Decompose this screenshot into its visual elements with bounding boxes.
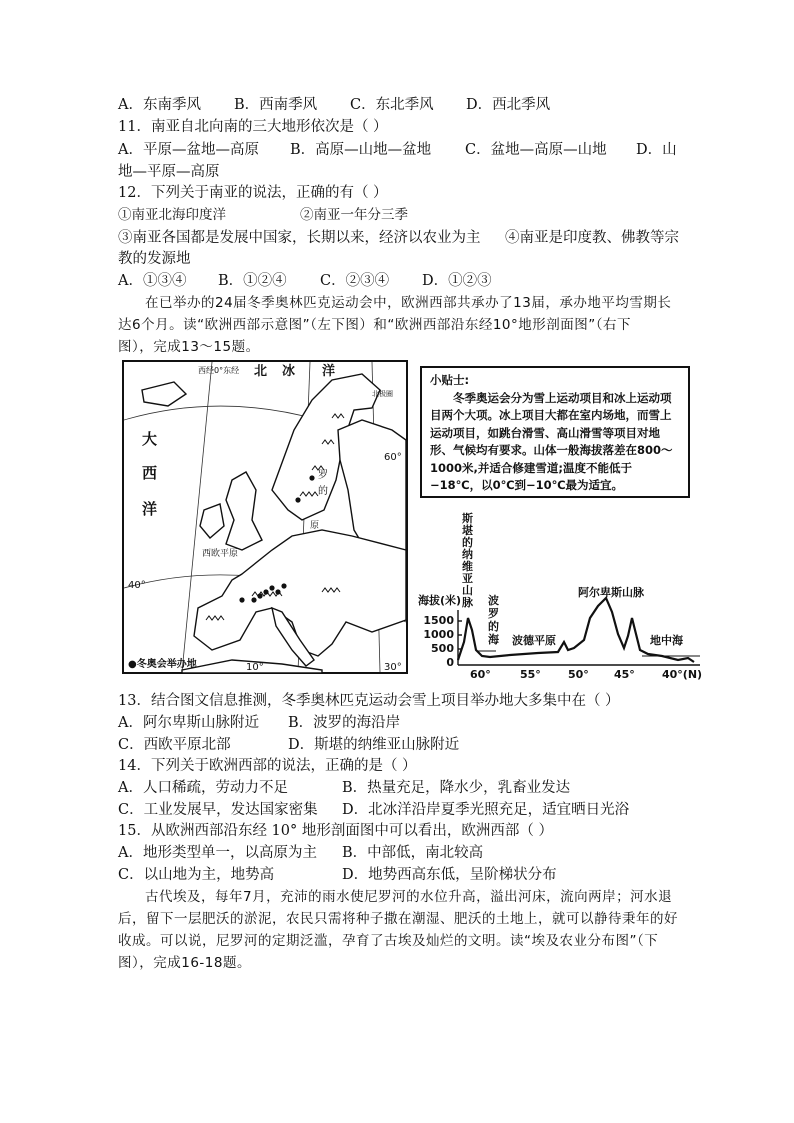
q11-option-d: D．山: [636, 142, 677, 158]
map-label-arctic-circle: 北极圈: [372, 390, 393, 398]
profile-scand-3: 的: [462, 536, 473, 549]
q10-option-b: B．西南季风: [234, 97, 318, 113]
map-label-lat60: 60°: [384, 452, 402, 463]
q13-option-a: A．阿尔卑斯山脉附近: [118, 715, 259, 731]
q11-option-b: B．高原—山地—盆地: [290, 142, 432, 158]
passage-13-15-line-1: 在已举办的24届冬季奥林匹克运动会中，欧洲西部共承办了13届，承办地平均雪期长: [145, 295, 672, 311]
profile-scand-4: 纳: [462, 548, 473, 561]
q13-option-c: C．西欧平原北部: [118, 737, 231, 753]
passage-16-18-line-3: 收成。可以说，尼罗河的定期泛滥，孕育了古埃及灿烂的文明。读“埃及农业分布图”（下: [118, 933, 659, 949]
q12-option-a: A．①③④: [118, 273, 187, 289]
q12-option-b: B．①②④: [218, 273, 287, 289]
passage-16-18: [118, 886, 678, 974]
q14-stem: 14．下列关于欧洲西部的说法，正确的是（ ）: [118, 758, 417, 774]
q14-option-d: D．北冰洋沿岸夏季光照充足，适宜晒日光浴: [342, 802, 630, 818]
profile-scand-1: 斯: [462, 512, 473, 525]
profile-xtick-40: 40°(N): [662, 668, 703, 680]
q15-option-c: C．以山地为主，地势高: [118, 867, 275, 883]
profile-xtick-50: 50°: [568, 668, 589, 680]
map-label-baltic-2: 的: [318, 486, 328, 497]
passage-16-18-line-2: 后，留下一层肥沃的淤泥，农民只需将种子撒在潮湿、肥沃的土地上，就可以静待秉年的好: [118, 911, 678, 927]
map-label-ocean-n: 洋: [322, 364, 336, 379]
western-europe-map: [122, 360, 408, 674]
q12-stem: 12．下列关于南亚的说法，正确的有（ ）: [118, 185, 388, 201]
map-label-ice: 冰: [282, 364, 296, 379]
q12-statement-3: ③南亚各国都是发展中国家，长期以来，经济以农业为主: [118, 230, 481, 246]
q14-option-b: B．热量充足，降水少，乳畜业发达: [342, 780, 571, 796]
q11-stem: 11．南亚自北向南的三大地形依次是（ ）: [118, 119, 388, 135]
profile-ytick-500: 500: [431, 642, 454, 655]
q15-option-b: B．中部低，南北较高: [342, 845, 484, 861]
map-label-baltic-1: 罗: [318, 470, 328, 481]
q12-statement-4: ④南亚是印度教、佛教等宗: [505, 230, 679, 246]
profile-baltic-3: 的: [488, 620, 499, 633]
q13-option-b: B．波罗的海沿岸: [288, 715, 401, 731]
tip-body: 冬季奥运会分为雪上运动项目和冰上运动项目两个大项。冰上项目大都在室内场地，而雪上运动项目，如跳台滑雪、高山滑雪等项目对地形、气候均有要求。山体一般海拔落差在800～1000米,并适合修建雪道;温度不能低于−18℃，以0℃到−10℃最为适宜。: [430, 390, 673, 492]
profile-ytick-1000: 1000: [423, 628, 454, 641]
passage-13-15-line-3: 图），完成13～15题。: [118, 339, 260, 355]
profile-xtick-60: 60°: [470, 668, 491, 680]
profile-ytick-1500: 1500: [423, 614, 454, 627]
tip-box: [420, 366, 690, 498]
profile-scand-2: 堪: [462, 524, 473, 537]
passage-13-15-line-2: 达6个月。读“欧洲西部示意图”（左下图）和“欧洲西部沿东经10°地形剖面图”（右下: [118, 317, 631, 333]
map-label-north: 北: [254, 364, 268, 379]
map-label-atlantic-2: 西: [142, 464, 158, 482]
profile-baltic-1: 波: [488, 594, 499, 607]
passage-16-18-line-4: 图），完成16-18题。: [118, 955, 251, 971]
q14-option-c: C．工业发展早，发达国家密集: [118, 802, 318, 818]
q13-option-d: D．斯堪的纳维亚山脉附近: [288, 737, 460, 753]
profile-xtick-55: 55°: [520, 668, 541, 680]
q11-option-c: C．盆地—高原—山地: [465, 142, 607, 158]
q15-stem: 15．从欧洲西部沿东经 10° 地形剖面图中可以看出，欧洲西部（ ）: [118, 823, 553, 839]
profile-scand-7: 山: [462, 584, 473, 597]
q12-option-c: C．②③④: [320, 273, 390, 289]
map-label-lon30: 30°: [384, 662, 402, 673]
map-legend: ●冬奥会举办地: [128, 659, 197, 670]
q11-option-a: A．平原—盆地—高原: [118, 142, 259, 158]
map-label-atlantic-1: 大: [142, 430, 158, 448]
q14-option-a: A．人口稀疏，劳动力不足: [118, 780, 288, 796]
q10-option-d: D．西北季风: [466, 97, 551, 113]
map-top-label: 西经0°东经: [198, 366, 240, 375]
q10-option-a: A．东南季风: [118, 97, 201, 113]
profile-baltic-4: 海: [488, 633, 499, 646]
q12-statement-2: ②南亚一年分三季: [300, 207, 408, 223]
profile-scand-5: 维: [462, 560, 473, 573]
profile-label-med: 地中海: [650, 634, 683, 647]
profile-ylabel: 海拔(米): [418, 594, 462, 607]
q12-statement-1: ①南亚北海印度洋: [118, 207, 226, 223]
map-label-atlantic-3: 洋: [142, 500, 158, 518]
q15-option-a: A．地形类型单一，以高原为主: [118, 845, 317, 861]
terrain-profile-chart: [418, 510, 706, 680]
map-label-lat40: 40°: [128, 580, 146, 591]
passage-16-18-line-1: 古代埃及，每年7月，充沛的雨水使尼罗河的水位升高，溢出河床，流向两岸；河水退: [145, 889, 673, 905]
passage-13-15: [118, 292, 678, 358]
profile-xtick-45: 45°: [614, 668, 635, 680]
profile-baltic-2: 罗: [488, 607, 499, 620]
q11-option-d-wrap: 地—平原—高原: [118, 164, 220, 180]
profile-label-alps: 阿尔卑斯山脉: [578, 586, 644, 599]
profile-scand-8: 脉: [462, 596, 473, 609]
map-label-west-plain: 西欧平原: [202, 549, 239, 559]
profile-label-plain: 波德平原: [512, 634, 556, 647]
q10-option-c: C．东北季风: [350, 97, 434, 113]
profile-scand-6: 亚: [462, 572, 473, 585]
tip-title: 小贴士:: [430, 373, 470, 387]
q15-option-d: D．地势西高东低，呈阶梯状分布: [342, 867, 557, 883]
q12-statement-4-wrap: 教的发源地: [118, 251, 191, 267]
map-label-plain: 原: [310, 521, 320, 531]
map-label-lon10: 10°: [246, 662, 264, 673]
profile-ytick-0: 0: [446, 656, 454, 669]
q13-stem: 13．结合图文信息推测，冬季奥林匹克运动会雪上项目举办地大多集中在（ ）: [118, 693, 620, 709]
q12-option-d: D．①②③: [422, 273, 492, 289]
